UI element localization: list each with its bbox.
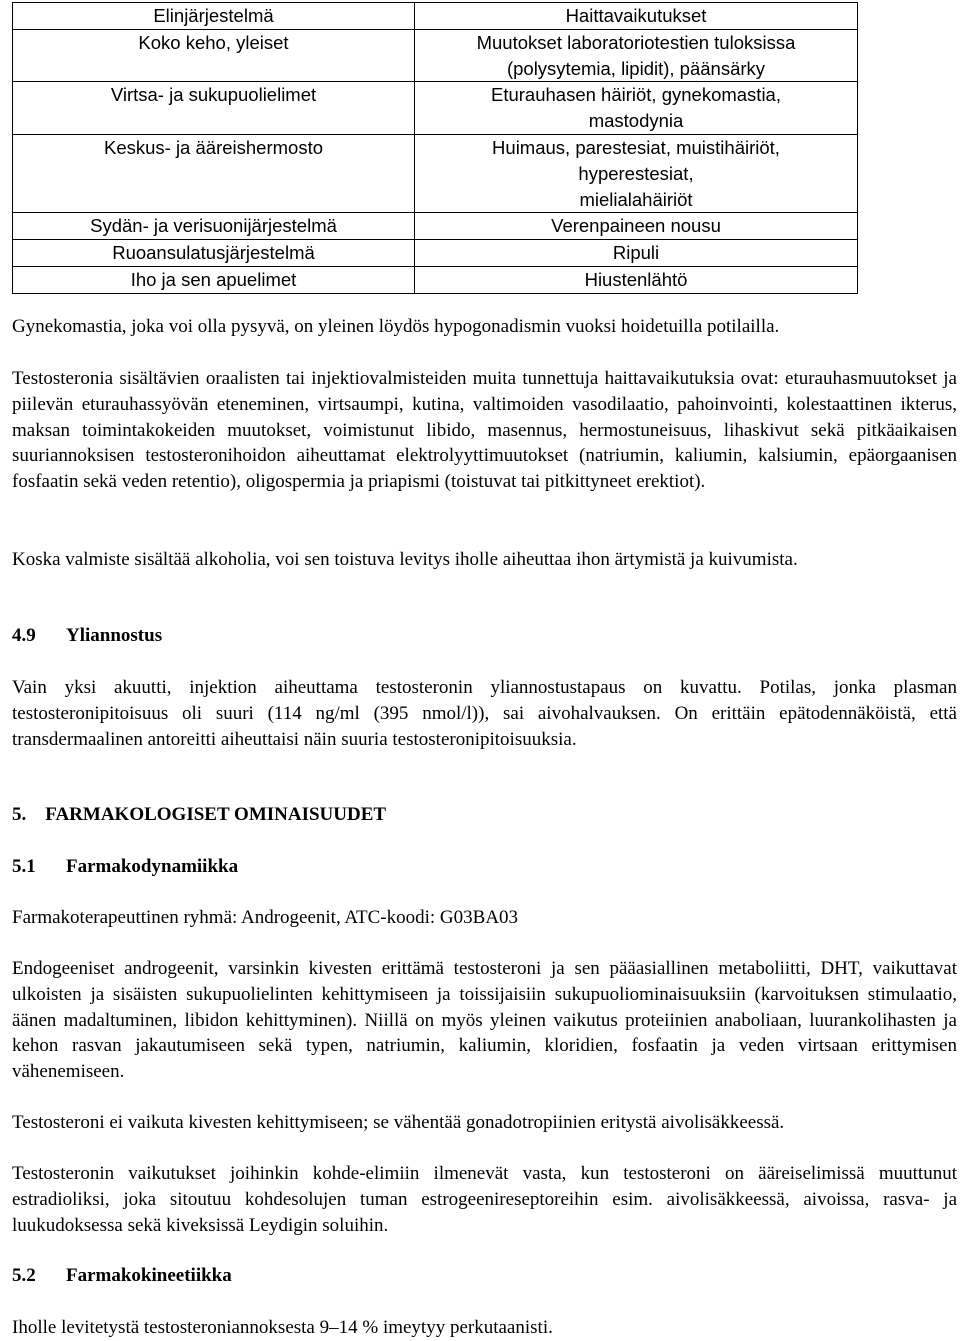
organ-system-cell: Virtsa- ja sukupuolielimet xyxy=(13,82,415,135)
adverse-effect-line: Huimaus, parestesiat, muistihäiriöt, xyxy=(492,136,780,158)
adverse-effect-line: Verenpaineen nousu xyxy=(551,215,721,237)
adverse-effects-cell xyxy=(415,213,858,240)
alcohol-irritation-paragraph: Koska valmiste sisältää alkoholia, voi sen toistuva levitys iholle aiheuttaa ihon ärtymistä ja kuivumista. xyxy=(12,549,798,570)
adverse-effect-line: mastodynia xyxy=(588,110,684,132)
adverse-effect-line: Muutokset laboratoriotestien tuloksissa xyxy=(476,31,796,53)
table-row xyxy=(13,29,858,82)
section-title: Farmakokineetiikka xyxy=(66,1265,232,1286)
section-title: Yliannostus xyxy=(66,625,163,646)
organ-system-cell: Koko keho, yleiset xyxy=(13,29,415,82)
gynecomastia-paragraph: Gynekomastia, joka voi olla pysyvä, on yleinen löydös hypogonadismin vuoksi hoidetuilla potilailla. xyxy=(12,316,780,337)
table-row xyxy=(13,82,858,135)
adverse-effect-line: Hiustenlähtö xyxy=(584,268,688,290)
other-adverse-effects-paragraph: Testosteronia sisältävien oraalisten tai injektiovalmisteiden muita tunnettuja haittavaikutuksia ovat: eturauhasmuutokset ja piilevän eturauhassyövän eteneminen, virtsaumpi, kutina, valtimoiden vasodilaatio, pahoinvointi, kolestaattinen ikterus, maksan toimintakokeiden muutokset, voimistunut libido, masennus, hermostuneisuus, lihaskivut sekä pitkäaikaisen suuriannoksisen testosteronihoidon aiheuttamat elektrolyyttimuutokset (natriumin, kaliumin, kalsiumin, epäorgaanisen fosfaatin sekä veden retentio), oligospermia ja priapismi (toistuvat tai pitkittyneet erektiot). xyxy=(12,368,957,493)
table-row xyxy=(13,266,858,293)
adverse-effects-cell xyxy=(415,266,858,293)
adverse-effects-cell xyxy=(415,134,858,212)
header-organ-system: Elinjärjestelmä xyxy=(13,3,415,30)
section-number: 4.9 xyxy=(12,625,36,646)
table-row xyxy=(13,240,858,267)
overdose-paragraph: Vain yksi akuutti, injektion aiheuttama testosteronin yliannostustapaus on kuvattu. Potilas, jonka plasman testosteronipitoisuus oli suuri (114 ng/ml (395 nmol/l)), sai aivohalvauksen. On erittäin epätodennäköistä, että transdermaalinen antoreitti aiheuttaisi näin suuria testosteronipitoisuuksia. xyxy=(12,677,957,750)
adverse-effect-line: mielialahäiriöt xyxy=(579,188,693,210)
section-number: 5.2 xyxy=(12,1265,36,1286)
adverse-effect-line: Ripuli xyxy=(612,242,660,264)
table-row xyxy=(13,213,858,240)
testes-development-paragraph: Testosteroni ei vaikuta kivesten kehittymiseen; se vähentää gonadotropiinien eritystä aivolisäkkeessä. xyxy=(12,1112,785,1133)
section-number: 5.1 xyxy=(12,856,36,877)
adverse-effects-table-container xyxy=(12,2,857,294)
organ-system-cell: Iho ja sen apuelimet xyxy=(13,266,415,293)
adverse-effects-cell xyxy=(415,240,858,267)
table-header-row xyxy=(13,3,858,30)
section-heading-5-1 xyxy=(12,854,957,880)
adverse-effects-cell xyxy=(415,29,858,82)
pharmacotherapeutic-group-paragraph: Farmakoterapeuttinen ryhmä: Androgeenit, ATC-koodi: G03BA03 xyxy=(12,907,519,928)
target-organs-paragraph: Testosteronin vaikutukset joihinkin kohde-elimiin ilmenevät vasta, kun testosteroni on ääreiselimissä muuttunut estradioliksi, joka sitoutuu kohdesolujen tuman estrogeenireseptoreihin esim. aivolisäkkeessä, aivoissa, rasva- ja luukudoksessa sekä kiveksissä Leydigin soluihin. xyxy=(12,1163,957,1236)
adverse-effect-line: Eturauhasen häiriöt, gynekomastia, xyxy=(490,84,781,106)
section-heading-4-9 xyxy=(12,623,957,649)
organ-system-cell: Ruoansulatusjärjestelmä xyxy=(13,240,415,267)
section-heading-5-2 xyxy=(12,1263,957,1289)
adverse-effects-table xyxy=(12,2,858,294)
adverse-effect-line: (polysytemia, lipidit), päänsärky xyxy=(506,57,766,79)
section-title: Farmakodynamiikka xyxy=(66,856,239,877)
endogenous-androgens-paragraph: Endogeeniset androgeenit, varsinkin kivesten erittämä testosteroni ja sen pääasiallinen metaboliitti, DHT, vaikuttavat ulkoisten ja sisäisten sukupuolielinten kehittymiseen ja toissijaisiin sukupuoliominaisuuksiin (karvoituksen stimulaatio, äänen madaltuminen, libidon kehittyminen). Niillä on myös yleinen vaikutus proteiinien anaboliaan, luurankolihasten ja kehon rasvan jakautumiseen sekä typen, natriumin, kaliumin, kloridien, fosfaatin ja veden virtsaan erittymisen vähenemiseen. xyxy=(12,958,957,1083)
adverse-effect-line: hyperestesiat, xyxy=(578,162,694,184)
organ-system-cell: Sydän- ja verisuonijärjestelmä xyxy=(13,213,415,240)
section-heading-5: 5. FARMAKOLOGISET OMINAISUUDET xyxy=(12,804,387,825)
table-row xyxy=(13,134,858,212)
organ-system-cell: Keskus- ja ääreishermosto xyxy=(13,134,415,212)
adverse-effects-cell xyxy=(415,82,858,135)
pharmacokinetics-paragraph: Iholle levitetystä testosteroniannoksesta 9–14 % imeytyy perkutaanisti. xyxy=(12,1317,553,1338)
header-adverse-effects: Haittavaikutukset xyxy=(415,3,858,30)
